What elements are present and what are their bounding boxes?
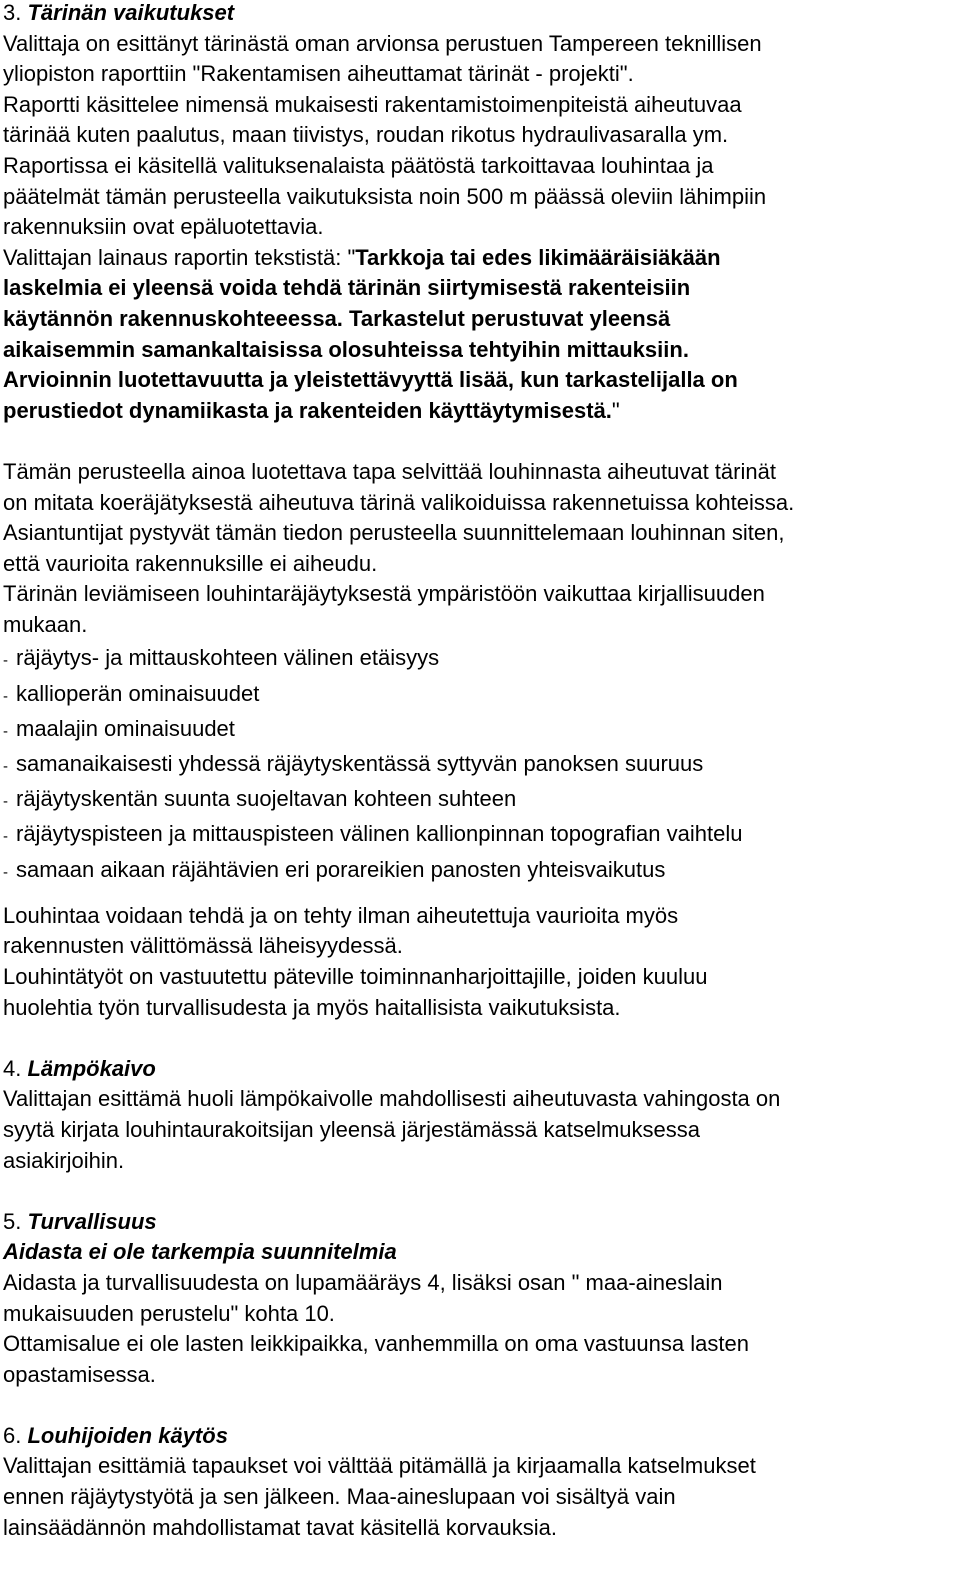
section-3-heading <box>3 0 960 29</box>
list-item <box>3 781 960 816</box>
spacer <box>3 1023 960 1054</box>
quote-line: käytännön rakennuskohteeessa. Tarkastelut perustuvat yleensä <box>3 305 671 331</box>
quote-line <box>3 243 960 274</box>
section-4-heading <box>3 1054 960 1085</box>
spacer <box>3 1390 960 1421</box>
bullet-dash: - <box>3 758 8 776</box>
list-item <box>3 676 960 711</box>
paragraph-line: Raportissa ei käsitellä valituksenalaista päätöstä tarkoittavaa louhintaa ja <box>3 152 714 178</box>
section-5-title: Turvallisuus <box>27 1208 157 1234</box>
paragraph-line: huolehtia työn turvallisudesta ja myös haitallisista vaikutuksista. <box>3 994 621 1020</box>
section-6-heading <box>3 1421 960 1452</box>
quote-text: perustiedot dynamiikasta ja rakenteiden käyttäytymisestä. <box>3 397 612 423</box>
paragraph-line: rakennuksiin ovat epäluotettavia. <box>3 214 324 240</box>
list-item <box>3 852 960 887</box>
list-item <box>3 711 960 746</box>
list-item <box>3 816 960 851</box>
paragraph-line: Ottamisalue ei ole lasten leikkipaikka, vanhemmilla on oma vastuunsa lasten <box>3 1331 749 1357</box>
paragraph-line: että vaurioita rakennuksille ei aiheudu. <box>3 550 378 576</box>
paragraph-line: Valittajan esittämiä tapaukset voi välttää pitämällä ja kirjaamalla katselmukset <box>3 1453 756 1479</box>
list-item-text: samaan aikaan räjähtävien eri porareikien panosten yhteisvaikutus <box>16 856 666 882</box>
document-page <box>3 0 960 1543</box>
paragraph-line: Tämän perusteella ainoa luotettava tapa selvittää louhinnasta aiheutuvat tärinät <box>3 458 776 484</box>
list-item-text: räjäytyspisteen ja mittauspisteen välinen kallionpinnan topografian vaihtelu <box>16 821 743 847</box>
paragraph-line: lainsäädännön mahdollistamat tavat käsitellä korvauksia. <box>3 1514 557 1540</box>
section-6-title: Louhijoiden käytös <box>27 1422 228 1448</box>
paragraph-line: ennen räjäytystyötä ja sen jälkeen. Maa-aineslupaan voi sisältyä vain <box>3 1484 676 1510</box>
quote-line: aikaisemmin samankaltaisissa olosuhteissa tehtyihin mittauksiin. <box>3 336 689 362</box>
section-5-number: 5. <box>3 1208 28 1234</box>
quote-line: Arvioinnin luotettavuutta ja yleistettävyyttä lisää, kun tarkastelijalla on <box>3 367 738 393</box>
quote-intro: Valittajan lainaus raportin tekstistä: " <box>3 244 356 270</box>
quote-text: Tarkkoja tai edes likimääräisiäkään <box>355 244 721 270</box>
list-item-text: kallioperän ominaisuudet <box>16 680 260 706</box>
quote-line: laskelmia ei yleensä voida tehdä tärinän siirtymisestä rakenteisiin <box>3 275 691 301</box>
section-4-number: 4. <box>3 1055 28 1081</box>
list-item <box>3 640 960 675</box>
section-3-number: 3. <box>3 0 28 25</box>
list-item-text: maalajin ominaisuudet <box>16 715 235 741</box>
section-5-subtitle: Aidasta ei ole tarkempia suunnitelmia <box>3 1239 397 1265</box>
paragraph-line: Valittaja on esittänyt tärinästä oman arvionsa perustuen Tampereen teknillisen <box>3 30 762 56</box>
paragraph-line: Raportti käsittelee nimensä mukaisesti rakentamistoimenpiteistä aiheutuvaa <box>3 91 742 117</box>
bullet-dash: - <box>3 828 8 846</box>
paragraph-line: Aidasta ja turvallisuudesta on lupamääräys 4, lisäksi osan " maa-aineslain <box>3 1269 723 1295</box>
paragraph-line: syytä kirjata louhintaurakoitsijan yleensä järjestämässä katselmuksessa <box>3 1116 700 1142</box>
paragraph-line: päätelmät tämän perusteella vaikutuksista noin 500 m päässä oleviin lähimpiin <box>3 183 767 209</box>
spacer <box>3 1176 960 1207</box>
list-item-text: räjäytyskentän suunta suojeltavan kohteen suhteen <box>16 786 517 812</box>
section-4-title: Lämpökaivo <box>27 1055 156 1081</box>
quote-line <box>3 396 960 427</box>
paragraph-line: rakennusten välittömässä läheisyydessä. <box>3 933 403 959</box>
bullet-dash: - <box>3 863 8 881</box>
paragraph-line: on mitata koeräjätyksestä aiheutuva tärinä valikoiduissa rakennetuissa kohteissa. <box>3 489 795 515</box>
section-6-number: 6. <box>3 1422 28 1448</box>
paragraph-line: Louhintaa voidaan tehdä ja on tehty ilman aiheutettuja vaurioita myös <box>3 902 679 928</box>
section-5-heading <box>3 1207 960 1238</box>
bullet-dash: - <box>3 722 8 740</box>
paragraph-line: opastamisessa. <box>3 1361 156 1387</box>
paragraph-line: Asiantuntijat pystyvät tämän tiedon perusteella suunnittelemaan louhinnan siten, <box>3 520 785 546</box>
paragraph-line: Valittajan esittämä huoli lämpökaivolle mahdollisesti aiheutuvasta vahingosta on <box>3 1086 781 1112</box>
bullet-dash: - <box>3 652 8 670</box>
spacer <box>3 887 960 901</box>
paragraph-line: asiakirjoihin. <box>3 1147 125 1173</box>
paragraph-line: mukaan. <box>3 611 88 637</box>
bullet-dash: - <box>3 793 8 811</box>
paragraph-line: tärinää kuten paalutus, maan tiivistys, roudan rikotus hydraulivasaralla ym. <box>3 122 729 148</box>
quote-close: " <box>611 397 620 423</box>
spacer <box>3 426 960 457</box>
list-item-text: räjäytys- ja mittauskohteen välinen etäisyys <box>16 645 440 671</box>
bullet-dash: - <box>3 687 8 705</box>
section-3-title: Tärinän vaikutukset <box>27 0 235 25</box>
paragraph-line: mukaisuuden perustelu" kohta 10. <box>3 1300 335 1326</box>
list-item-text: samanaikaisesti yhdessä räjäytyskentässä syttyvän panoksen suuruus <box>16 751 704 777</box>
paragraph-line: yliopiston raporttiin "Rakentamisen aiheuttamat tärinät - projekti". <box>3 61 634 87</box>
paragraph-line: Louhintätyöt on vastuutettu päteville toiminnanharjoittajille, joiden kuuluu <box>3 963 708 989</box>
paragraph-line: Tärinän leviämiseen louhintaräjäytyksestä ympäristöön vaikuttaa kirjallisuuden <box>3 581 765 607</box>
list-item <box>3 746 960 781</box>
